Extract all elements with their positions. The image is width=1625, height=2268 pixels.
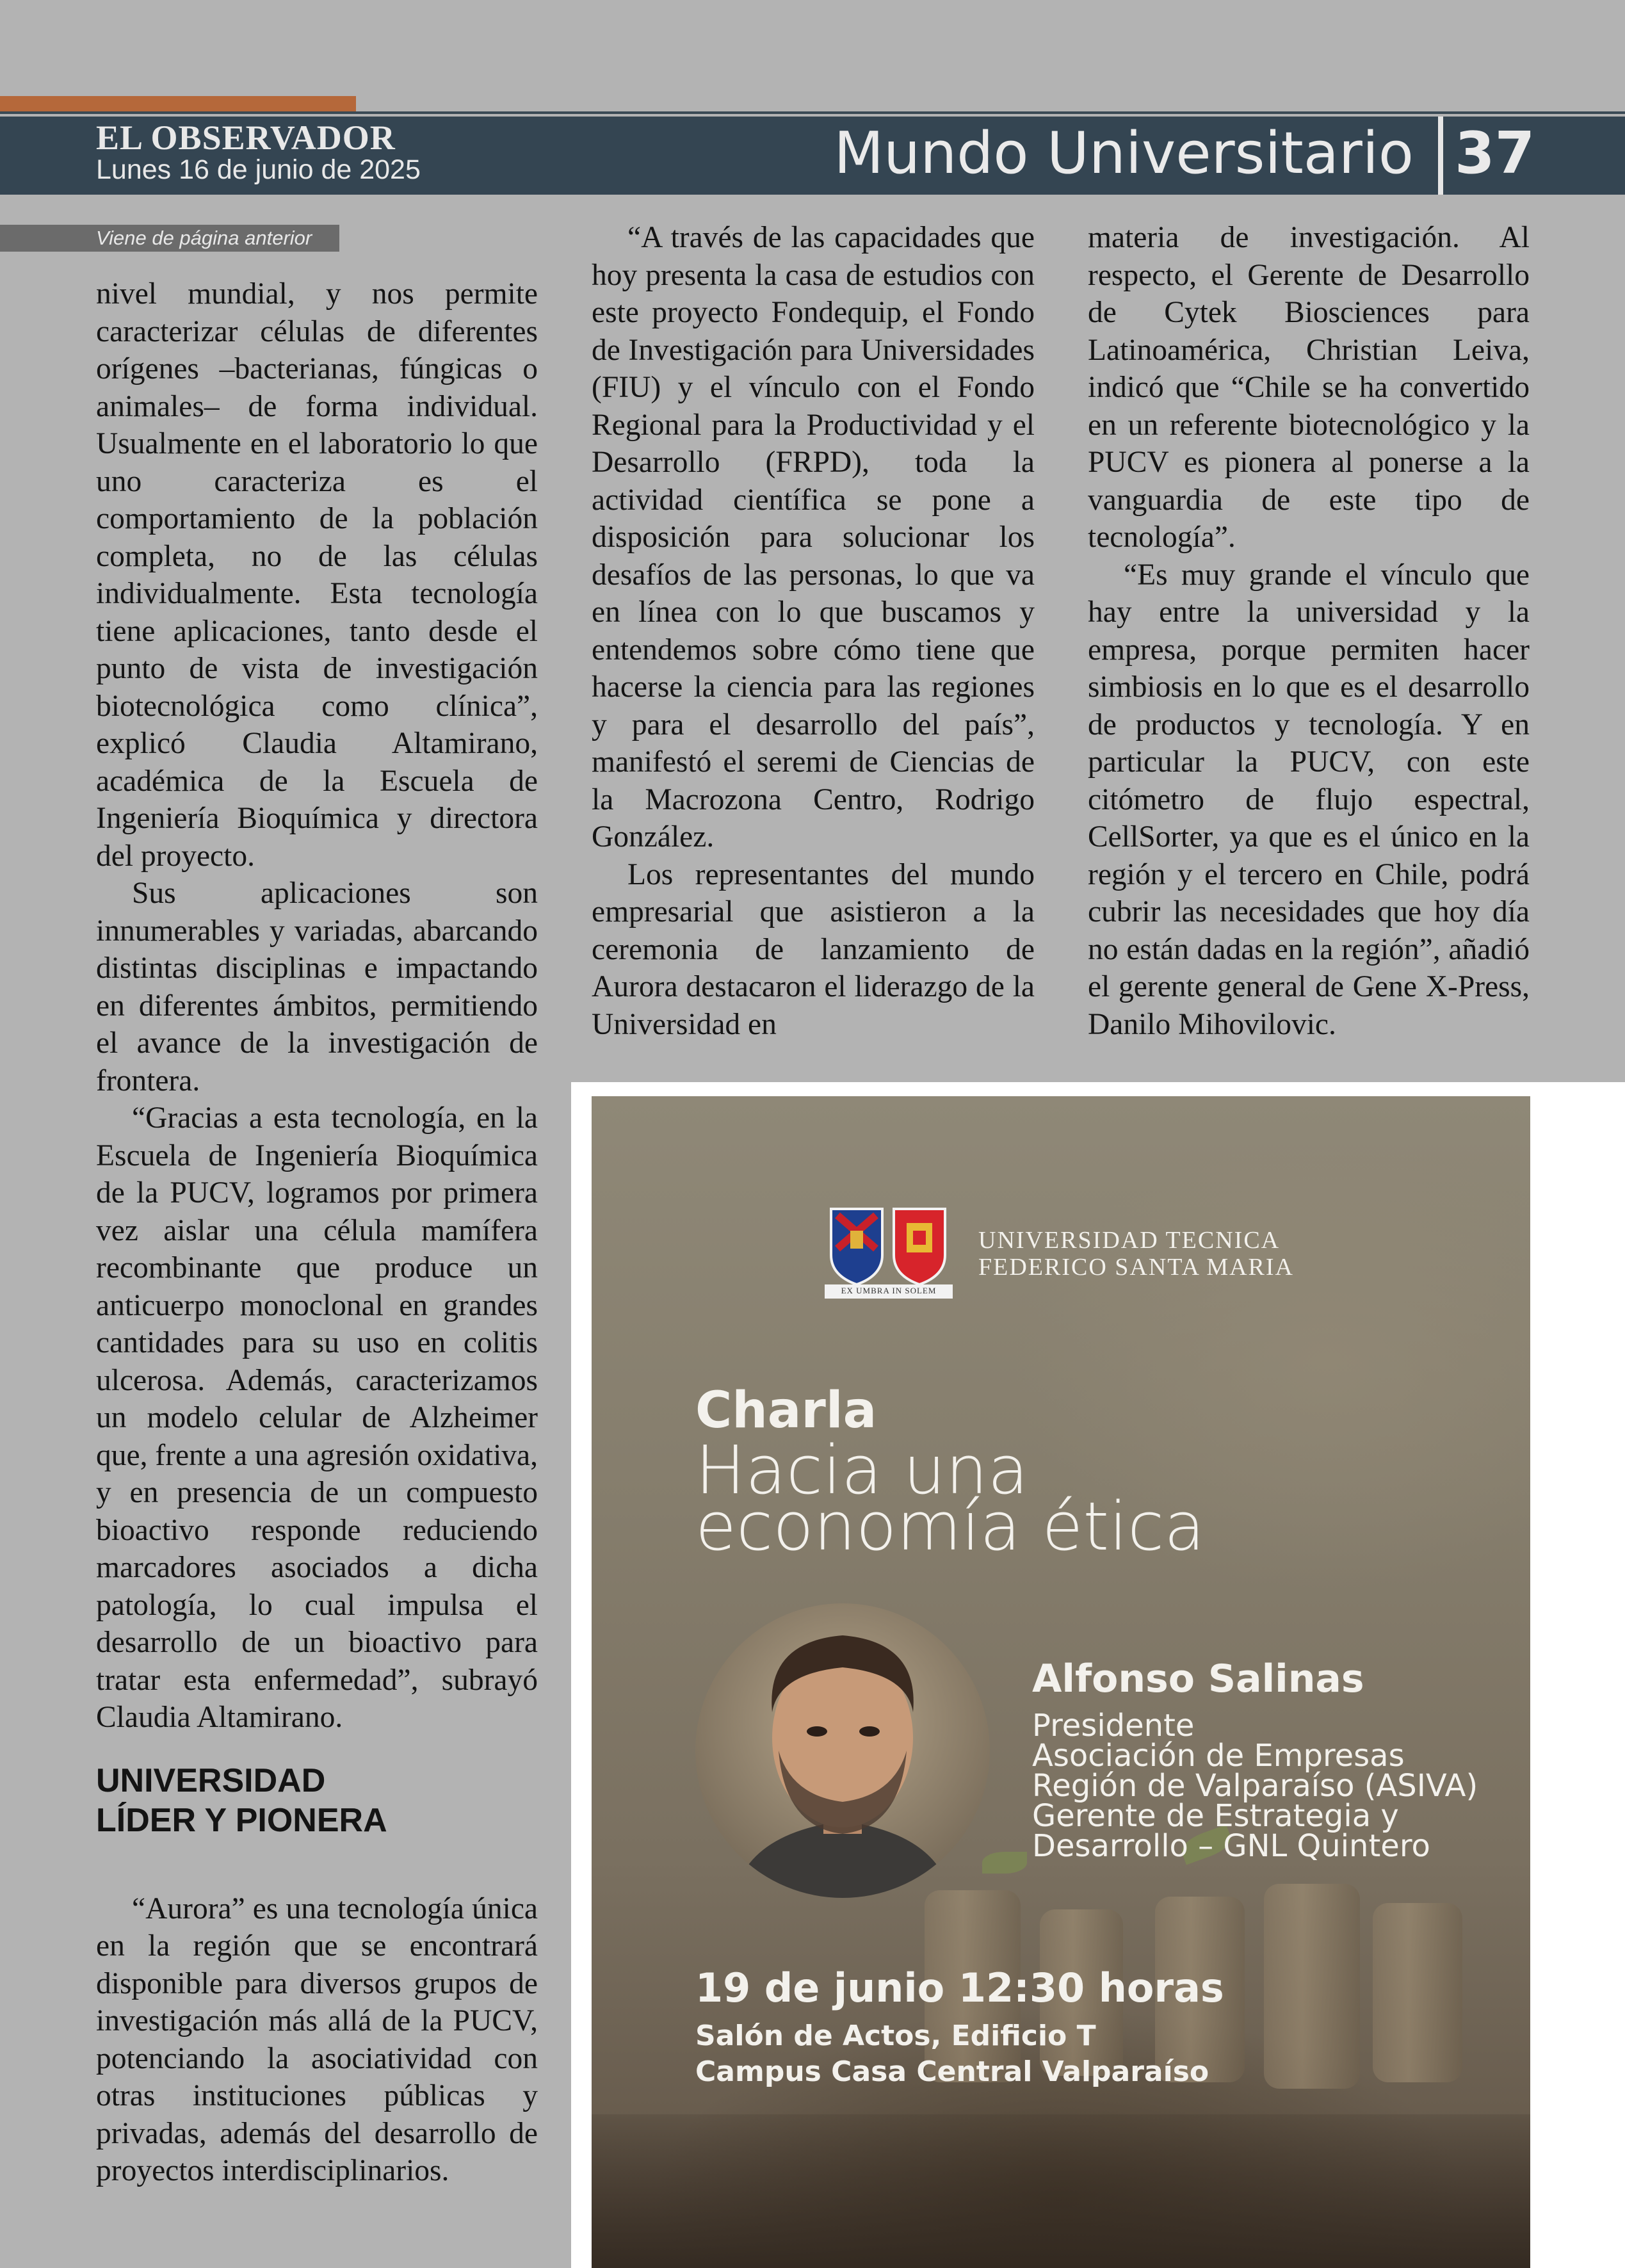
article-paragraph: “Es muy grande el vínculo que hay entre la universidad y la empresa, porque permiten hacer simbiosis en lo que es el desarrollo de productos y tecnología. Y en particular la PUCV, con este citómetro de flujo espectral, CellSorter, ya que es el único en la región y el tercero en Chile, podrá cubrir las necesidades que hoy día no están dadas en la región”, añadió el gerente general de Gene X-Press, Danilo Mihovilovic.	[1088, 558, 1530, 1041]
page-number: 37	[1455, 120, 1535, 187]
page-number-divider	[1438, 117, 1443, 195]
speaker-role-line: Gerente de Estrategia y	[1032, 1798, 1399, 1834]
newspaper-name: EL OBSERVADOR	[96, 118, 396, 157]
event-advertisement	[592, 1096, 1530, 2268]
university-name-line-2: FEDERICO SANTA MARIA	[978, 1254, 1294, 1281]
article-column-2	[592, 219, 1035, 1043]
article-paragraph: Sus aplicaciones son innumerables y variadas, abarcando distintas disciplinas e impactando en diferentes ámbitos, permitiendo el avance de la investigación de frontera.	[96, 877, 538, 1098]
event-title-line-2: economía ética	[695, 1487, 1205, 1566]
event-title-line-1: Hacia una	[695, 1431, 1029, 1509]
subheading-line-2: LÍDER Y PIONERA	[96, 1801, 387, 1839]
article-column-3	[1088, 219, 1530, 1043]
event-type: Charla	[695, 1382, 877, 1439]
article-paragraph: “Aurora” es una tecnología única en la región que se encontrará disponible para diversos grupos de investigación más allá de la PUCV, potenciando la asociatividad con otras instituciones públicas y privadas, además del desarrollo de proyectos interdisciplinarios.	[96, 1891, 538, 2187]
continued-from-previous-page: Viene de página anterior	[0, 225, 339, 252]
coin-stack-illustration	[1264, 1884, 1360, 2089]
section-title: Mundo Universitario	[834, 120, 1414, 187]
event-date-time: 19 de junio 12:30 horas	[695, 1964, 1224, 2011]
speaker-name: Alfonso Salinas	[1032, 1656, 1364, 1701]
article-paragraph: “A través de las capacidades que hoy presenta la casa de estudios con este proyecto Fondequip, el Fondo de Investigación para Universidades (FIU) y el vínculo con el Fondo Regional para la Productividad y el Desarrollo (FRPD), toda la actividad científica se pone a disposición para solucionar los desafíos de las personas, lo que va en línea con lo que buscamos y entendemos sobre cómo tiene que hacerse la ciencia para las regiones y para el desarrollo del país”, manifestó el seremi de Ciencias de la Macrozona Centro, Rodrigo González.	[592, 221, 1035, 854]
crest-motto: EX UMBRA IN SOLEM	[841, 1286, 937, 1295]
article-paragraph: “Gracias a esta tecnología, en la Escuela de Ingeniería Bioquímica de la PUCV, logramos por primera vez aislar una célula mamífera recombinante que produce un anticuerpo monoclonal en grandes cantidades para su uso en colitis ulcerosa. Además, caracterizamos un modelo celular de Alzheimer que, frente a una agresión oxidativa, y en presencia de un compuesto bioactivo responde reduciendo marcadores asociados a dicha patología, lo cual impulsa el desarrollo de un bioactivo para tratar esta enfermedad”, subrayó Claudia Altamirano.	[96, 1101, 538, 1734]
article-paragraph: Los representantes del mundo empresarial que asistieron a la ceremonia de lanzamiento de Aurora destacaron el liderazgo de la Universidad en	[592, 857, 1035, 1041]
university-name	[978, 1227, 1294, 1281]
university-name-line-1: UNIVERSIDAD TECNICA	[978, 1227, 1281, 1254]
subheading-line-1: UNIVERSIDAD	[96, 1762, 326, 1799]
event-title	[695, 1431, 1205, 1566]
article-subheading	[96, 1761, 538, 1840]
venue-line-2: Campus Casa Central Valparaíso	[695, 2055, 1209, 2088]
speaker-portrait	[695, 1603, 990, 1898]
soil-ground	[592, 2114, 1530, 2268]
coin-stack-illustration	[1373, 1903, 1462, 2082]
article-paragraph: nivel mundial, y nos permite caracterizar células de diferentes orígenes –bacterianas, fúngicas o animales– de forma individual. Usualmente en el laboratorio lo que uno caracteriza es el comportamiento de la población completa, no de las células individualmente. Esta tecnología tiene aplicaciones, tanto desde el punto de vista de investigación biotecnológica como clínica”, explicó Claudia Altamirano, académica de la Escuela de Ingeniería Bioquímica y directora del proyecto.	[96, 277, 538, 873]
speaker-role-line: Presidente	[1032, 1708, 1195, 1744]
speaker-role	[1032, 1708, 1478, 1864]
header-rule	[0, 111, 1625, 114]
header-accent-line	[0, 96, 356, 113]
speaker-role-line: Región de Valparaíso (ASIVA)	[1032, 1768, 1478, 1804]
speaker-role-line: Asociación de Empresas	[1032, 1738, 1405, 1774]
article-column-1	[96, 275, 538, 2190]
issue-date: Lunes 16 de junio de 2025	[96, 154, 421, 185]
article-paragraph: materia de investigación. Al respecto, el Gerente de Desarrollo de Cytek Biosciences para Latinoamérica, Christian Leiva, indicó que “Chile se ha convertido en un referente biotecnológico y la PUCV es pionera al ponerse a la vanguardia de este tipo de tecnología”.	[1088, 221, 1530, 554]
speaker-role-line: Desarrollo – GNL Quintero	[1032, 1828, 1430, 1864]
venue-line-1: Salón de Actos, Edificio T	[695, 2020, 1096, 2052]
event-venue	[695, 2018, 1209, 2090]
